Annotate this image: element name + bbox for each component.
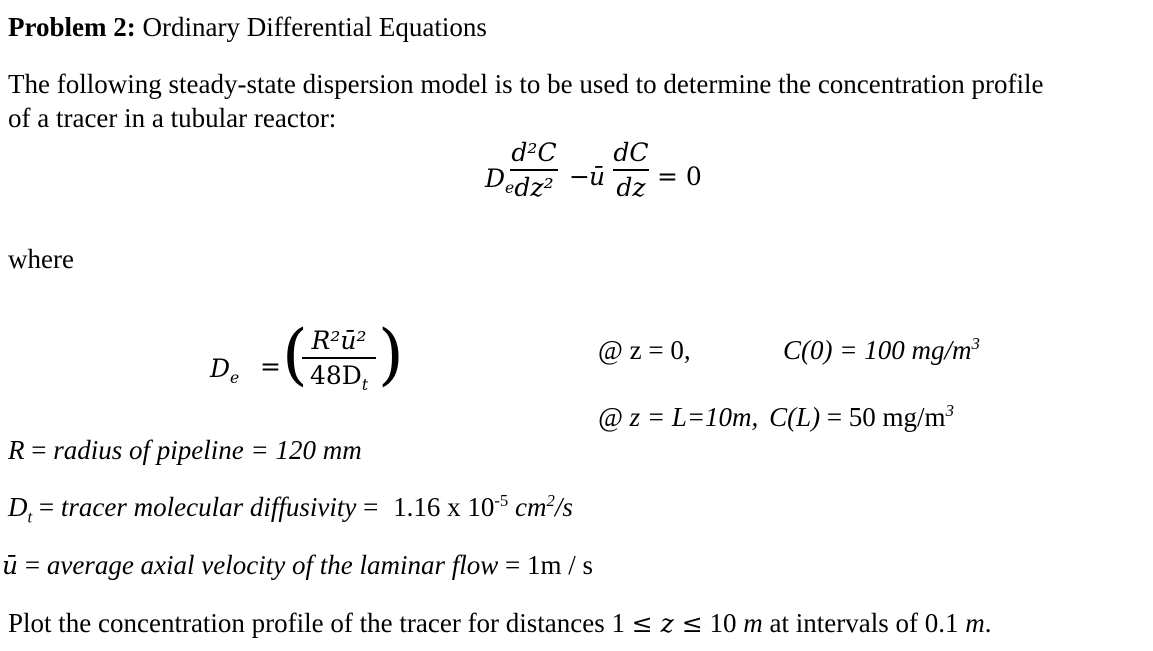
def-radius: R = radius of pipeline = 120 mm xyxy=(8,435,362,465)
def-u-sym: ū xyxy=(2,551,19,580)
def-dt-sub: t xyxy=(27,507,33,527)
ode-minus: − xyxy=(569,162,590,191)
bc-2-exp: 3 xyxy=(945,401,954,420)
ode-fraction-1 xyxy=(510,138,558,202)
def-u-val: = 1m / s xyxy=(498,550,593,580)
ode-den-2: dz xyxy=(616,173,646,202)
bc-1-c: C(0) xyxy=(783,335,833,365)
ode-num-1: d²C xyxy=(511,138,557,167)
bc-2 xyxy=(598,401,954,432)
bc-2-val: = 50 mg/m xyxy=(826,402,946,432)
where-label: where xyxy=(8,244,74,274)
def-dt-exp: -5 xyxy=(494,491,509,510)
def-dt-val: 1.16 x 10 xyxy=(393,492,495,522)
de-lhs: D xyxy=(210,354,231,383)
bc-1-exp: 3 xyxy=(971,334,980,353)
ode-num-2: dC xyxy=(613,138,649,167)
def-diffusivity: $D_t$ = tracer molecular diffusivity = 1.16 x $10^{-5}$ $cm^2/s$ xyxy=(8,491,573,527)
def-u-desc: average axial velocity of the laminar flow xyxy=(46,550,499,580)
de-den: 48D xyxy=(309,361,362,390)
bc-1-at: @ z = 0, xyxy=(598,335,691,365)
instruction: Plot the concentration profile of the tracer for distances 1 ≤ z ≤ 10 m at intervals of 0.1 m. xyxy=(8,608,992,638)
problem-title xyxy=(8,14,487,41)
def-dt-desc: tracer molecular diffusivity xyxy=(60,492,357,522)
de-den-sub: t xyxy=(361,376,369,394)
intro-line-2: of a tracer in a tubular reactor: xyxy=(8,103,337,133)
problem-label: Problem 2: xyxy=(8,12,136,42)
def-dt-unit: cm xyxy=(508,492,547,522)
de-num: R²ū² xyxy=(311,326,367,355)
intro-line-1: The following steady-state dispersion model is to be used to determine the concentration profile xyxy=(8,69,1044,99)
de-equals: = xyxy=(260,352,281,381)
def-dt-unit-tail: /s xyxy=(554,492,573,522)
left-paren-icon: ( xyxy=(282,316,308,393)
def-r-val: = 120 mm xyxy=(243,435,362,465)
def-r-sym: R xyxy=(8,435,25,465)
bc-2-at: @ z = L=10m, xyxy=(598,402,759,432)
de-formula xyxy=(210,316,410,408)
de-lhs-sub: e xyxy=(230,369,240,387)
bc-1-val: = 100 mg/m xyxy=(839,335,972,365)
def-dt-unit-exp: 2 xyxy=(546,491,555,510)
ode-fraction-2 xyxy=(613,138,649,202)
instruction-pre: Plot the concentration profile of the tracer for distances 1 xyxy=(8,608,632,638)
bc-1-value xyxy=(783,334,980,365)
right-paren-icon: ) xyxy=(378,316,404,393)
ode-velocity: ū xyxy=(589,162,606,191)
ode-coef: D xyxy=(485,164,506,193)
def-dt-sym: D xyxy=(8,492,28,522)
bc-2-c: C(L) xyxy=(769,402,821,432)
de-fraction xyxy=(302,326,376,394)
ode-den-1: dz² xyxy=(514,173,554,202)
ode-rhs: = 0 xyxy=(657,162,702,191)
ode-equation xyxy=(485,138,725,214)
bc-1 xyxy=(598,337,691,364)
def-r-desc: radius of pipeline xyxy=(53,435,244,465)
problem-heading: Ordinary Differential Equations xyxy=(142,12,487,42)
def-velocity: ū = average axial velocity of the laminar flow = 1m / s xyxy=(2,550,593,580)
ode-coef-sub: e xyxy=(505,179,515,197)
